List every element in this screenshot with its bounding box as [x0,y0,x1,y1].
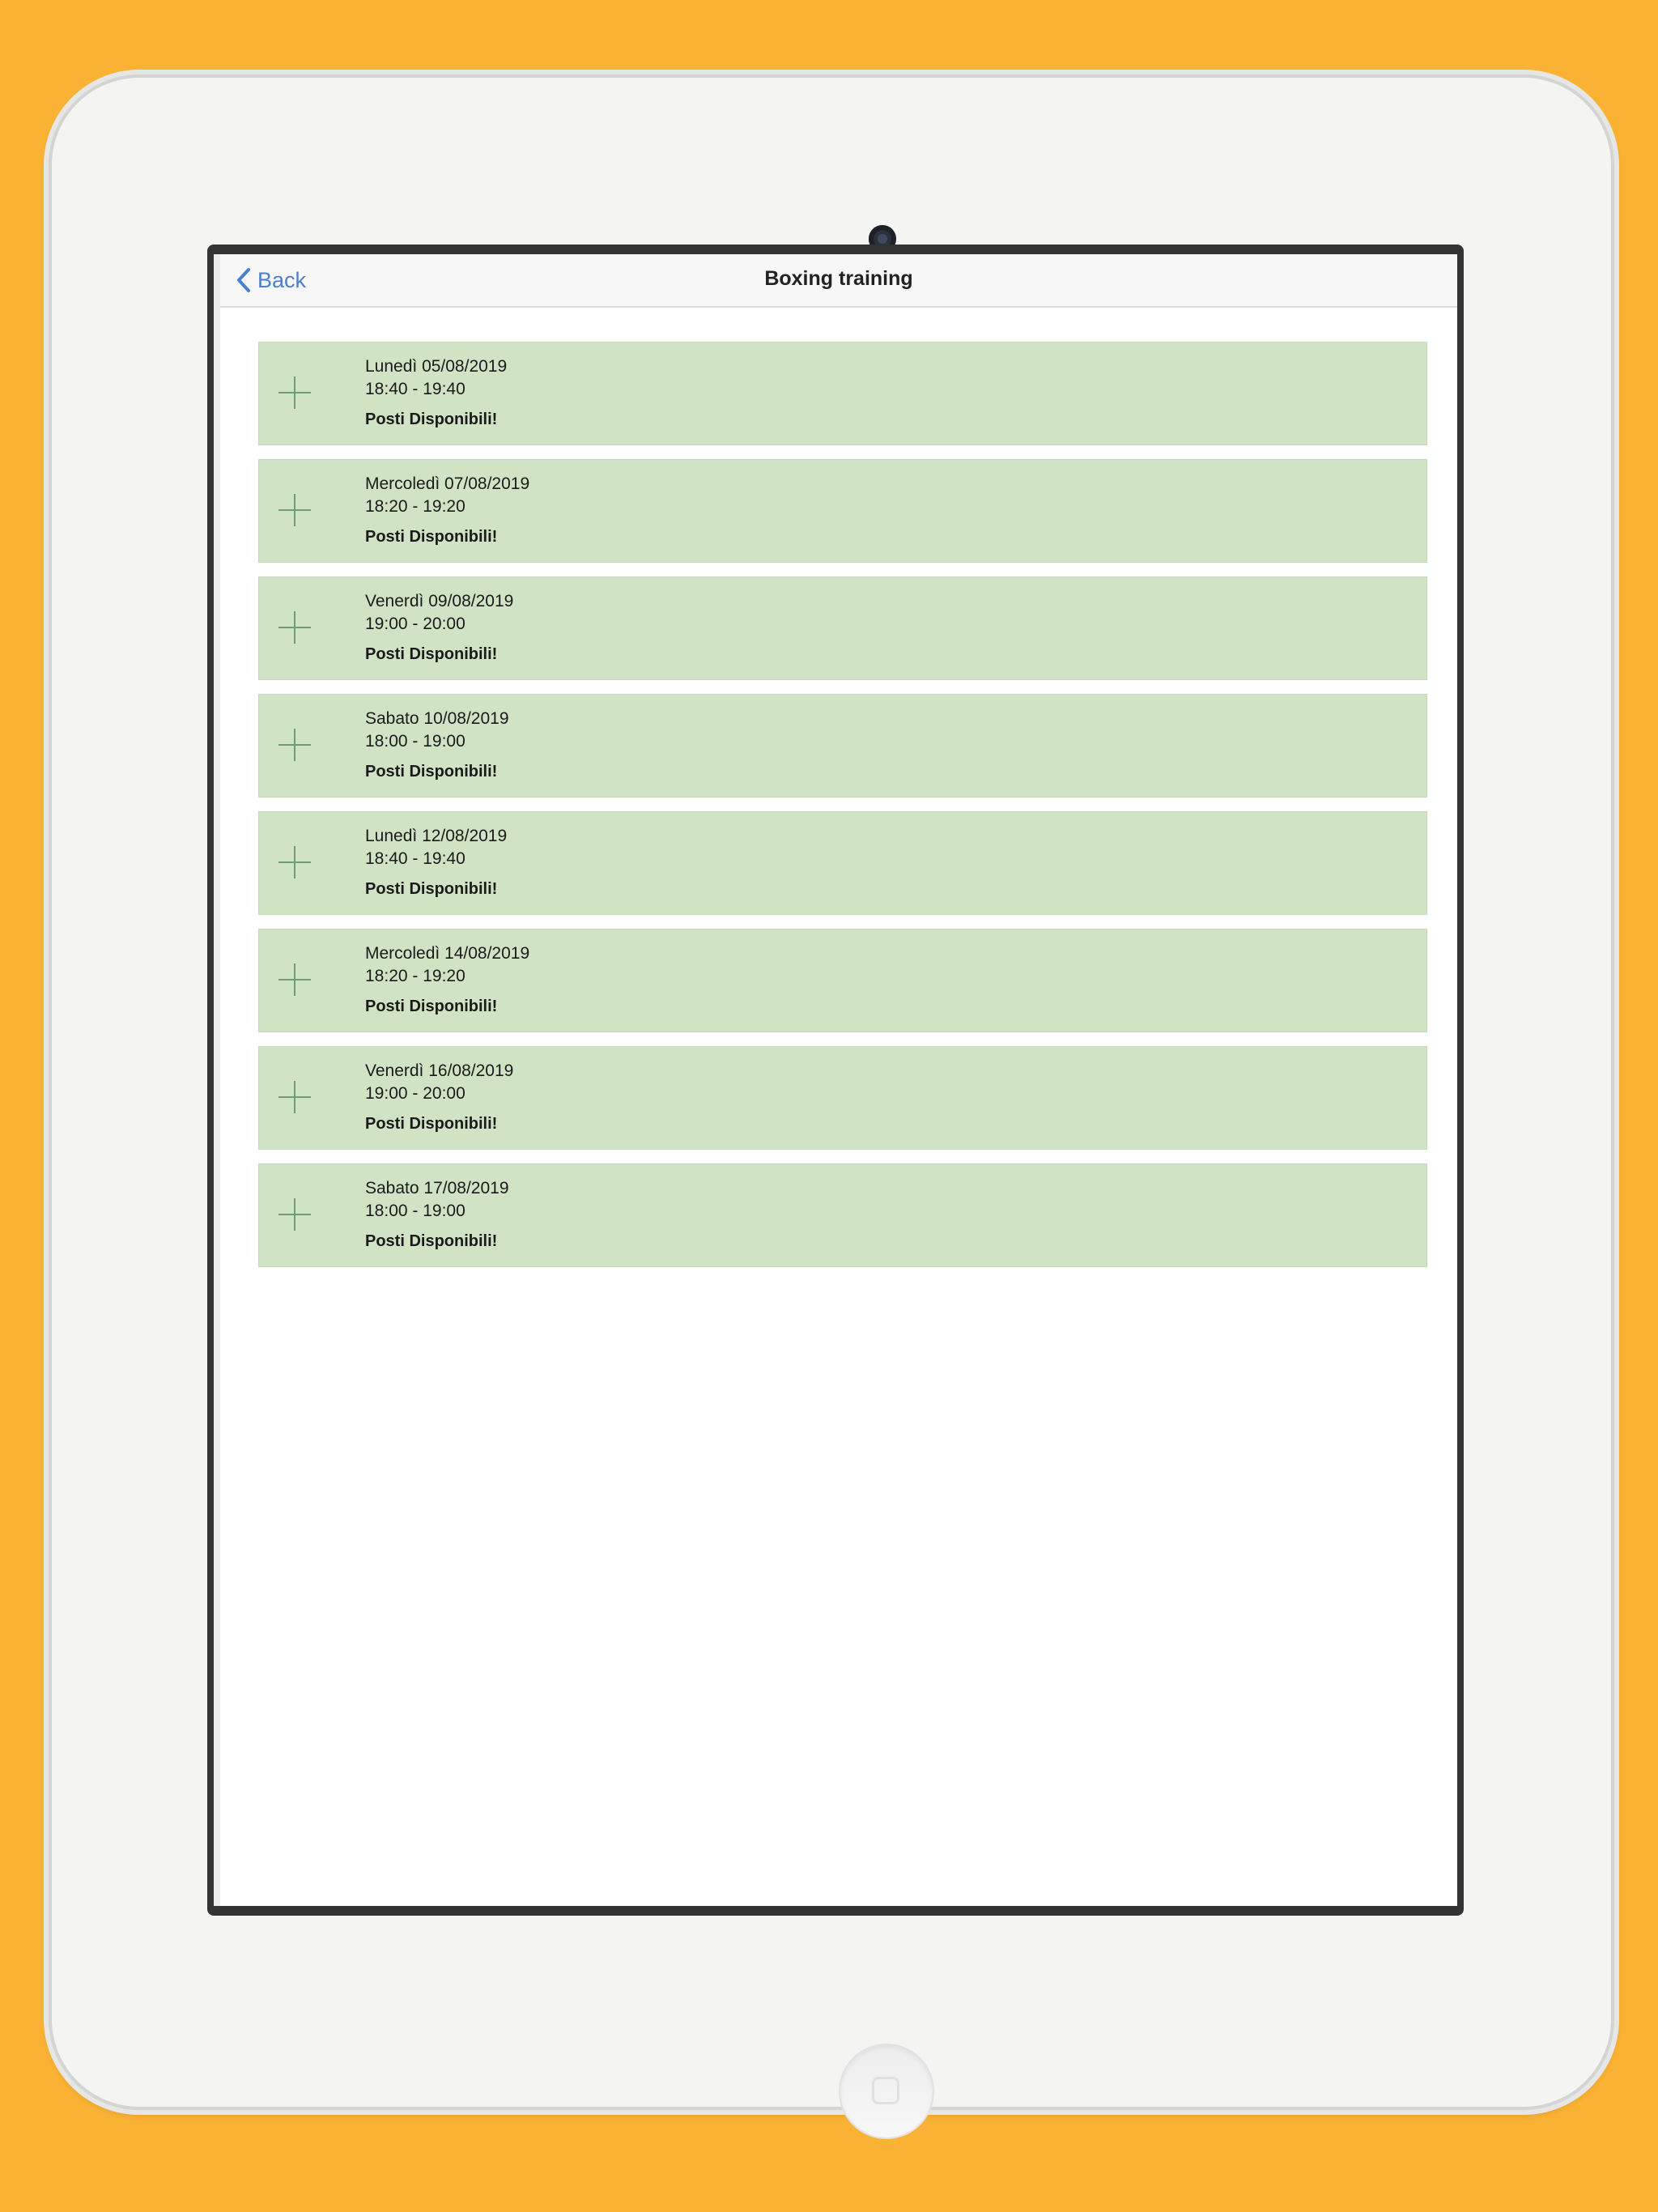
back-label[interactable]: Back [257,267,307,292]
slot-status: Posti Disponibili! [365,410,498,428]
slot-date: Venerdì 09/08/2019 [365,592,514,610]
slot-status: Posti Disponibili! [365,1115,498,1133]
plus-icon[interactable] [278,729,311,761]
slot-details [365,1060,513,1134]
slot-status: Posti Disponibili! [365,645,498,663]
home-button[interactable] [839,2044,934,2139]
slot-time: 18:00 - 19:00 [365,1202,466,1220]
slot-time: 18:20 - 19:20 [365,497,466,516]
plus-icon[interactable] [278,611,311,644]
slot-details [365,708,509,782]
slot-date: Mercoledì 07/08/2019 [365,474,530,493]
app-screen [214,254,1457,1906]
list-item[interactable] [258,342,1427,445]
slot-details [365,355,507,430]
list-item[interactable] [258,459,1427,563]
slot-status: Posti Disponibili! [365,1232,498,1250]
plus-icon[interactable] [278,1198,311,1231]
navigation-bar [220,254,1457,308]
slot-time: 18:00 - 19:00 [365,732,466,751]
slot-status: Posti Disponibili! [365,998,498,1015]
page-title: Boxing training [764,267,913,290]
slot-time: 19:00 - 20:00 [365,1084,466,1103]
list-item[interactable] [258,576,1427,680]
plus-icon[interactable] [278,846,311,878]
slot-details [365,590,513,665]
slot-status: Posti Disponibili! [365,763,498,781]
slot-details [365,473,529,547]
slot-details [365,1177,509,1252]
slot-date: Sabato 10/08/2019 [365,709,509,728]
slot-details [365,942,529,1017]
slot-status: Posti Disponibili! [365,880,498,898]
slot-details [365,825,507,900]
slot-status: Posti Disponibili! [365,528,498,546]
slot-date: Lunedì 12/08/2019 [365,827,508,845]
slot-date: Lunedì 05/08/2019 [365,357,508,376]
list-item[interactable] [258,694,1427,798]
slot-time: 18:40 - 19:40 [365,849,466,868]
list-item[interactable] [258,1163,1427,1267]
slot-date: Sabato 17/08/2019 [365,1179,509,1197]
slot-list [258,342,1427,1281]
plus-icon[interactable] [278,376,311,409]
list-item[interactable] [258,929,1427,1032]
list-item[interactable] [258,1046,1427,1150]
slot-time: 19:00 - 20:00 [365,615,466,633]
slot-date: Mercoledì 14/08/2019 [365,944,530,963]
list-item[interactable] [258,811,1427,915]
slot-date: Venerdì 16/08/2019 [365,1061,514,1080]
home-square-icon [872,2077,899,2104]
slot-time: 18:40 - 19:40 [365,380,466,398]
slot-time: 18:20 - 19:20 [365,967,466,985]
plus-icon[interactable] [278,494,311,526]
plus-icon[interactable] [278,1081,311,1113]
plus-icon[interactable] [278,963,311,996]
